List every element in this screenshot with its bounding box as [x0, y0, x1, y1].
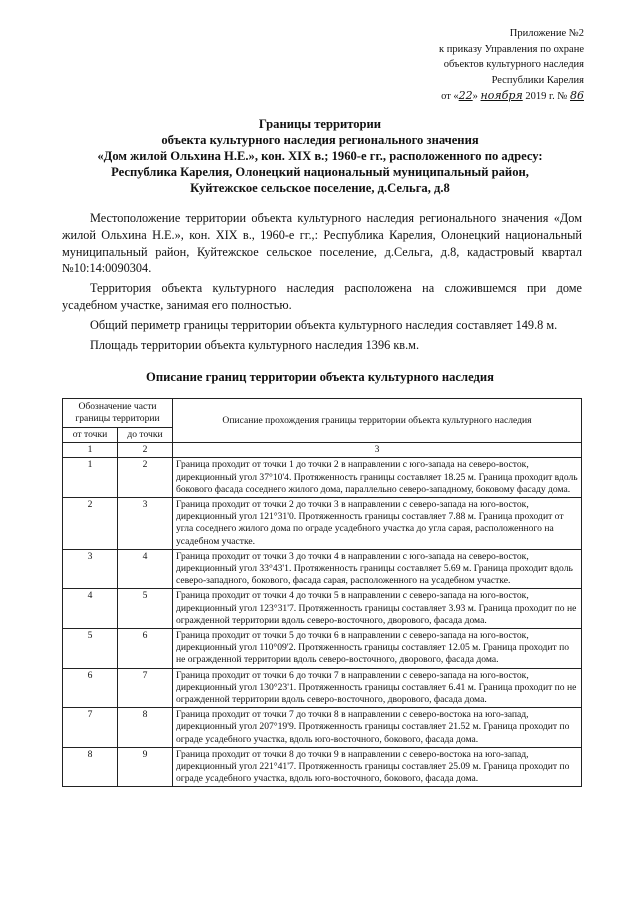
description-cell: Граница проходит от точки 6 до точки 7 в направлении с северо-запада на юго-восток, дирекционный угол 130°23'1. Протяженность границы составляет 6.41 м. Граница проходит по не огражденной территории вдоль северо-восточного, дворового, фасада дома. [173, 668, 582, 708]
table-row [63, 498, 582, 550]
from-point-cell: 1 [63, 458, 118, 498]
to-point-cell: 8 [118, 708, 173, 748]
column-number-cell: 2 [118, 443, 173, 458]
to-point-cell: 7 [118, 668, 173, 708]
title-line: «Дом жилой Ольхина Н.Е.», кон. XIX в.; 1960-е гг., расположенного по адресу: [97, 149, 543, 163]
table-header-row [63, 399, 582, 428]
appendix-line: Приложение №2 [509, 28, 584, 39]
table-title: Описание границ территории объекта культурного наследия [146, 370, 494, 384]
to-point-cell: 2 [118, 458, 173, 498]
to-point-cell: 3 [118, 498, 173, 550]
to-point-cell: 4 [118, 549, 173, 589]
title-line: Границы территории [258, 117, 382, 131]
from-point-cell: 3 [63, 549, 118, 589]
description-cell: Граница проходит от точки 5 до точки 6 в направлении с северо-запада на юго-восток, дирекционный угол 110°09'2. Протяженность границы составляет 12.05 м. Граница проходит по не огражденной территории вдоль северо-восточного, дворового, фасада дома. [173, 629, 582, 669]
description-cell: Граница проходит от точки 4 до точки 5 в направлении с северо-запада на юго-восток, дирекционный угол 123°31'7. Протяженность границы составляет 3.93 м. Граница проходит по не огражденной территории вдоль северо-восточного, дворового, фасада дома. [173, 589, 582, 629]
area-paragraph: Площадь территории объекта культурного наследия 1396 кв.м. [90, 337, 420, 352]
description-cell: Граница проходит от точки 2 до точки 3 в направлении с северо-запада на юго-восток, дирекционный угол 121°31'0. Протяженность границы составляет 7.88 м. Граница проходит от угла соседнего жилого дома по ограде усадебного участка до угла сарая, расположенного на усадебном участке. [173, 498, 582, 550]
header-to-cell: до точки [118, 428, 173, 443]
table-row [63, 589, 582, 629]
table-row [63, 747, 582, 787]
from-point-cell: 2 [63, 498, 118, 550]
header-from-cell: от точки [63, 428, 118, 443]
table-row [63, 708, 582, 748]
column-number-cell: 1 [63, 443, 118, 458]
description-cell: Граница проходит от точки 7 до точки 8 в направлении с северо-востока на юго-запад, дирекционный угол 207°19'9. Протяженность границы составляет 21.52 м. Граница проходит по ограде усадебного участка, вдоль юго-восточного, бокового, фасада дома. [173, 708, 582, 748]
location-paragraph: Местоположение территории объекта культурного наследия регионального значения «Дом жилой Ольхина Н.Е.», кон. XIX в., 1960-е гг.,: Республика Карелия, Олонецкий национальный муниципальный район, Куйтежское сельское поселение, д.Сельга, д.8, кадастровый квартал №10:14:0090304. [62, 211, 582, 276]
to-point-cell: 9 [118, 747, 173, 787]
boundaries-table [62, 398, 582, 787]
title-line: Республика Карелия, Олонецкий национальный муниципальный район, [111, 165, 529, 179]
from-point-cell: 8 [63, 747, 118, 787]
appendix-date-line [439, 88, 584, 105]
territory-paragraph: Территория объекта культурного наследия расположена на сложившемся при доме усадебном участке, занимая его полностью. [62, 281, 582, 312]
handwritten-month: ноября [480, 89, 523, 102]
from-point-cell: 4 [63, 589, 118, 629]
appendix-line: Республики Карелия [491, 74, 584, 86]
document-body [62, 210, 582, 353]
handwritten-order-number: 86 [570, 89, 584, 102]
from-point-cell: 7 [63, 708, 118, 748]
handwritten-day: 22 [458, 89, 473, 102]
table-row [63, 629, 582, 669]
table-row [63, 458, 582, 498]
from-point-cell: 5 [63, 629, 118, 669]
header-description-cell: Описание прохождения границы территории объекта культурного наследия [173, 399, 582, 443]
table-row [63, 549, 582, 589]
date-mid: » [472, 91, 478, 102]
description-cell: Граница проходит от точки 3 до точки 4 в направлении с юго-запада на северо-восток, дирекционный угол 33°43'1. Протяженность границы составляет 5.69 м. Граница проходит вдоль северо-западного, бокового, фасада сарая, расположенного на усадебном участке. [173, 549, 582, 589]
date-prefix: от « [441, 91, 459, 102]
header-group-cell: Обозначение части границы территории [63, 399, 173, 428]
appendix-line: объектов культурного наследия [443, 59, 584, 70]
description-cell: Граница проходит от точки 1 до точки 2 в направлении с юго-запада на северо-восток, дирекционный угол 37°10'4. Протяженность границы составляет 18.25 м. Граница проходит вдоль бокового фасада соседнего жилого дома, параллельно северо-западному, боковому фасаду дома. [173, 458, 582, 498]
appendix-header [439, 26, 584, 105]
title-line: Куйтежское сельское поселение, д.Сельга, д.8 [190, 181, 450, 195]
from-point-cell: 6 [63, 668, 118, 708]
perimeter-paragraph: Общий периметр границы территории объекта культурного наследия составляет 149.8 м. [90, 317, 558, 332]
appendix-line: к приказу Управления по охране [439, 43, 584, 55]
date-year: 2019 г. № [522, 91, 570, 102]
document-title [40, 116, 600, 196]
to-point-cell: 6 [118, 629, 173, 669]
table-row [63, 668, 582, 708]
description-cell: Граница проходит от точки 8 до точки 9 в направлении с северо-востока на юго-запад, дирекционный угол 221°41'7. Протяженность границы составляет 25.09 м. Граница проходит по ограде усадебного участка, вдоль юго-восточного, бокового, фасада дома. [173, 747, 582, 787]
to-point-cell: 5 [118, 589, 173, 629]
title-line: объекта культурного наследия регионального значения [161, 133, 479, 147]
column-number-cell: 3 [173, 443, 582, 458]
column-number-row [63, 443, 582, 458]
